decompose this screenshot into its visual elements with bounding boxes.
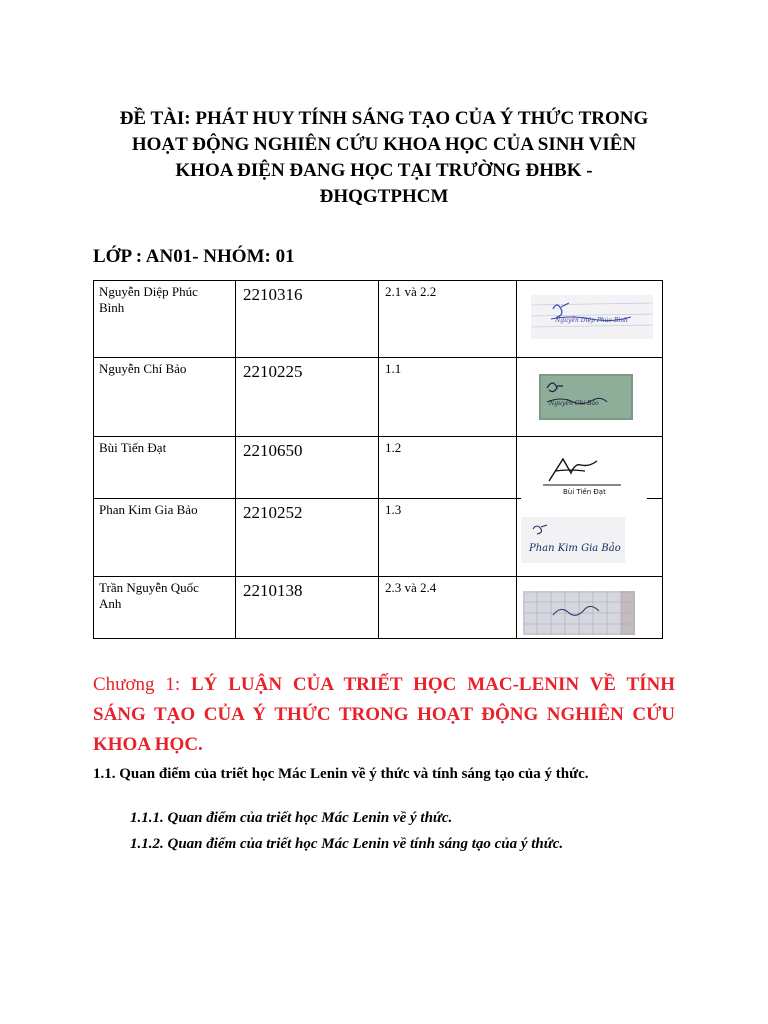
signature-cell (517, 358, 663, 437)
member-name-cell (94, 499, 236, 577)
member-name-line: Nguyễn Diệp Phúc (99, 284, 198, 299)
signature-name-text: Nguyễn Chí Bảo (549, 400, 599, 407)
table-row (94, 499, 663, 577)
signature-name-text: Phan Kim Gia Bảo (529, 543, 621, 554)
signature-cell (517, 499, 663, 577)
member-name-line: Nguyễn Chí Bảo (99, 361, 187, 376)
student-id-cell (236, 281, 379, 358)
table-row (94, 437, 663, 499)
assigned-sections: 2.3 và 2.4 (385, 580, 437, 595)
student-id: 2210225 (243, 362, 303, 381)
signature-name-text: Nguyễn Diệp Phúc Bình (555, 317, 628, 324)
assigned-sections: 1.1 (385, 361, 402, 376)
sections-cell (379, 499, 517, 577)
student-id: 2210316 (243, 285, 303, 304)
assigned-sections: 2.1 và 2.2 (385, 284, 437, 299)
signature-image (523, 591, 635, 635)
chapter-title: LÝ LUẬN CỦA TRIẾT HỌC MAC-LENIN VỀ TÍNH SÁNG TẠO CỦA Ý THỨC TRONG HOẠT ĐỘNG NGHIÊN CỨU KHOA HỌC. (93, 674, 676, 755)
signature-image (539, 374, 633, 420)
sections-cell (379, 358, 517, 437)
title-line: KHOA ĐIỆN ĐANG HỌC TẠI TRƯỜNG ĐHBK - (175, 160, 593, 181)
table-row (94, 577, 663, 639)
sections-cell (379, 577, 517, 639)
signature-cell (517, 281, 663, 358)
table-row (94, 358, 663, 437)
student-id: 2210138 (243, 581, 303, 600)
member-name-line: Trần Nguyễn Quốc (99, 580, 199, 595)
signature-cell (517, 437, 663, 499)
member-name-line: Bùi Tiến Đạt (99, 440, 167, 455)
signature-image (531, 295, 653, 339)
assigned-sections: 1.3 (385, 502, 402, 517)
chapter-heading (93, 670, 675, 760)
topic-title (80, 106, 688, 210)
member-name-line: Phan Kim Gia Bảo (99, 502, 198, 517)
member-name-cell (94, 281, 236, 358)
chapter-label: Chương 1: (93, 674, 181, 695)
member-name-cell (94, 437, 236, 499)
member-table (93, 280, 663, 639)
signature-name-text: Bùi Tiến Đạt (563, 488, 606, 496)
member-name-line: Anh (99, 596, 122, 611)
subsection-heading: 1.1.2. Quan điểm của triết học Mác Lenin về tính sáng tạo của ý thức. (130, 836, 564, 852)
student-id-cell (236, 577, 379, 639)
title-line: HOẠT ĐỘNG NGHIÊN CỨU KHOA HỌC CỦA SINH VIÊN (131, 134, 637, 155)
student-id-cell (236, 499, 379, 577)
class-group-line: LỚP : AN01- NHÓM: 01 (93, 246, 295, 267)
table-row (94, 281, 663, 358)
signature-image (521, 517, 625, 563)
sections-cell (379, 281, 517, 358)
student-id: 2210650 (243, 441, 303, 460)
student-id-cell (236, 358, 379, 437)
member-name-line: Bình (99, 300, 125, 315)
section-heading: 1.1. Quan điểm của triết học Mác Lenin về ý thức và tính sáng tạo của ý thức. (93, 766, 589, 782)
title-line: ĐHQGTPHCM (319, 186, 449, 207)
subsection-heading: 1.1.1. Quan điểm của triết học Mác Lenin về ý thức. (130, 810, 453, 826)
member-name-cell (94, 577, 236, 639)
student-id: 2210252 (243, 503, 303, 522)
signature-cell (517, 577, 663, 639)
member-name-cell (94, 358, 236, 437)
assigned-sections: 1.2 (385, 440, 402, 455)
sections-cell (379, 437, 517, 499)
title-line: ĐỀ TÀI: PHÁT HUY TÍNH SÁNG TẠO CỦA Ý THỨC TRONG (119, 108, 649, 129)
signature-image (521, 441, 647, 499)
student-id-cell (236, 437, 379, 499)
